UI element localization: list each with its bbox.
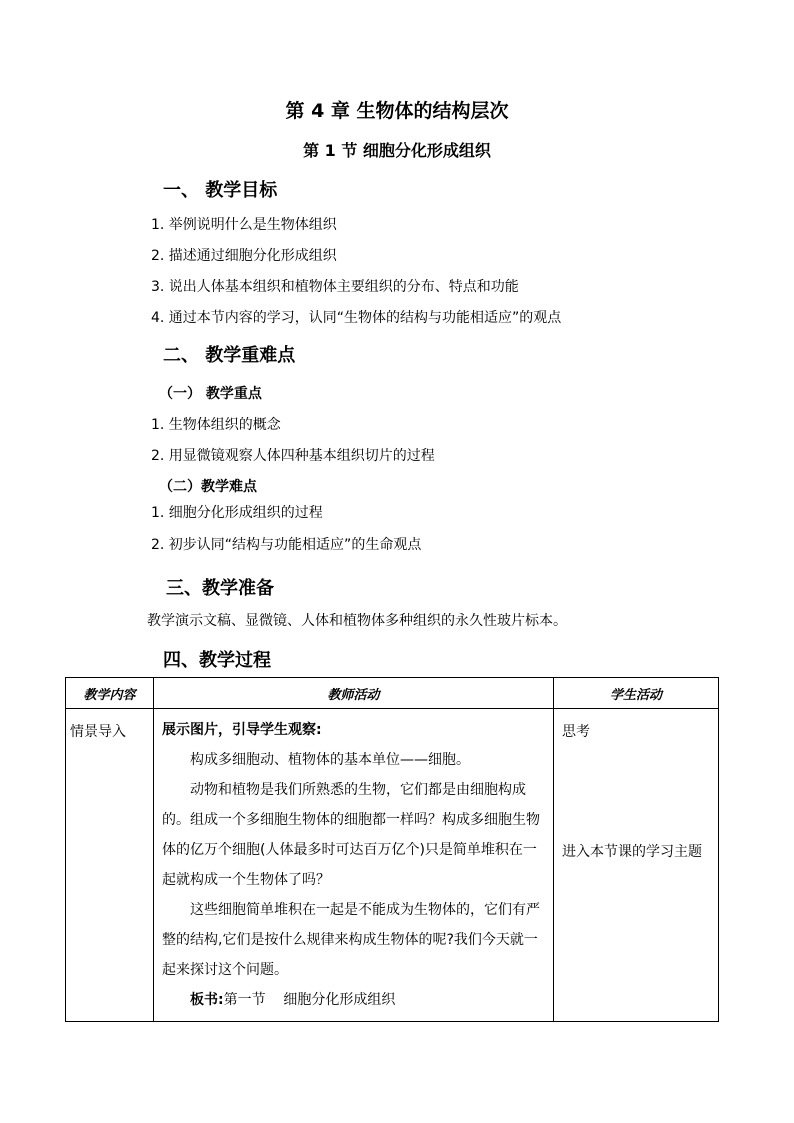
goal-item-3: 3. 说出人体基本组织和植物体主要组织的分布、特点和功能 (151, 279, 519, 295)
prep-heading: 三、教学准备 (166, 578, 274, 599)
table-header-row (66, 678, 719, 709)
column-header-student: 学生活动 (554, 678, 719, 709)
teacher-paragraph-3: 这些细胞简单堆积在一起是不能成为生物体的，它们有严整的结构,它们是按什么规律来构成生物体的呢?我们今天就一起来探讨这个问题。 (162, 902, 540, 978)
goal-item-1: 1. 举例说明什么是生物体组织 (151, 217, 337, 233)
student-activity-cell (554, 709, 719, 1022)
goals-heading: 一、 教学目标 (163, 180, 278, 201)
column-header-teacher: 教师活动 (154, 678, 554, 709)
column-header-content: 教学内容 (66, 678, 154, 709)
table-row (66, 709, 719, 1022)
teacher-lead: 展示图片，引导学生观察: (162, 722, 322, 738)
focus-item-2: 2. 用显微镜观察人体四种基本组织切片的过程 (151, 448, 435, 464)
difficult-item-2: 2. 初步认同“结构与功能相适应”的生命观点 (151, 537, 422, 553)
focus-item-1: 1. 生物体组织的概念 (151, 417, 281, 433)
spacer (562, 747, 710, 837)
board-text: 第一节 细胞分化形成组织 (223, 992, 396, 1008)
teacher-paragraph-1: 构成多细胞动、植物体的基本单位——细胞。 (190, 752, 470, 768)
prep-text: 教学演示文稿、显微镜、人体和植物体多种组织的永久性玻片标本。 (147, 613, 567, 629)
content-cell: 情景导入 (66, 709, 154, 1022)
focus-heading: （一） 教学重点 (159, 386, 262, 402)
student-activity-2: 进入本节课的学习主题 (562, 844, 702, 860)
difficult-heading: （二）教学难点 (159, 479, 257, 495)
keypoints-heading: 二、 教学重难点 (163, 345, 296, 366)
section-title: 第 1 节 细胞分化形成组织 (303, 141, 491, 160)
goal-item-2: 2. 描述通过细胞分化形成组织 (151, 248, 337, 264)
difficult-item-1: 1. 细胞分化形成组织的过程 (151, 505, 323, 521)
teacher-activity-cell (154, 709, 554, 1022)
board-note (162, 985, 545, 1015)
student-activity-1: 思考 (562, 724, 590, 740)
board-label: 板书: (190, 992, 224, 1008)
teacher-paragraph-2: 动物和植物是我们所熟悉的生物，它们都是由细胞构成的。组成一个多细胞生物体的细胞都一样吗？构成多细胞生物体的亿万个细胞(人体最多时可达百万亿个)只是简单堆积在一起就构成一个生物体了吗？ (162, 782, 540, 888)
goal-item-4: 4. 通过本节内容的学习，认同“生物体的结构与功能相适应”的观点 (151, 310, 562, 326)
process-table (65, 677, 719, 1022)
process-heading: 四、教学过程 (163, 650, 271, 671)
chapter-title: 第 4 章 生物体的结构层次 (285, 100, 509, 122)
